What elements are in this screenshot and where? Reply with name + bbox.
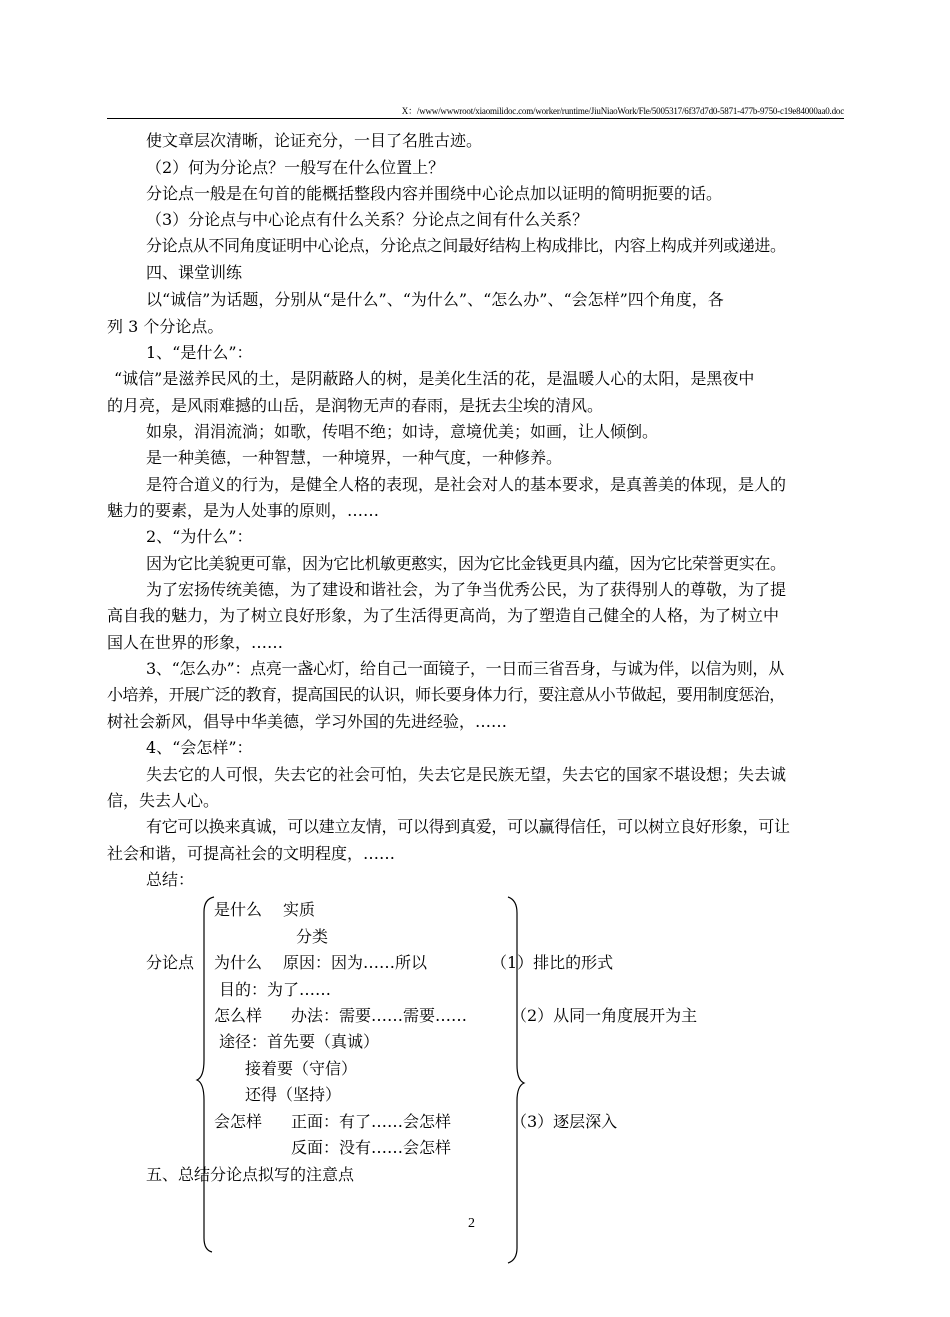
section-heading: 五、总结分论点拟写的注意点 xyxy=(146,1165,355,1184)
summary-why-reason: 原因：因为……所以 xyxy=(283,953,428,972)
sub-heading: 2、“为什么”： xyxy=(146,527,253,546)
text-line: 是一种美德，一种智慧，一种境界，一种气度，一种修养。 xyxy=(146,448,563,467)
section-heading: 四、课堂训练 xyxy=(146,263,243,282)
text-line: 如泉，涓涓流淌；如歌，传唱不绝；如诗，意境优美；如画，让人倾倒。 xyxy=(146,422,659,441)
summary-how: 怎么样 xyxy=(214,1006,263,1025)
summary-what: 是什么 xyxy=(214,900,263,919)
summary-result: 会怎样 xyxy=(214,1112,263,1131)
summary-why: 为什么 xyxy=(214,953,263,972)
summary-note-2: （2）从同一角度展开为主 xyxy=(511,1006,698,1025)
left-brace xyxy=(197,897,214,1252)
text-line: 是符合道义的行为，是健全人格的表现，是社会对人的基本要求，是真善美的体现，是人的 xyxy=(146,475,787,494)
page-number: 2 xyxy=(468,1216,475,1231)
summary-result-negative: 反面：没有……会怎样 xyxy=(291,1138,452,1157)
text-line: 为了宏扬传统美德，为了建设和谐社会，为了争当优秀公民，为了获得别人的尊敬，为了提 xyxy=(146,580,787,599)
text-line: 因为它比美貌更可靠，因为它比机敏更憨实，因为它比金钱更具内蕴，因为它比荣誉更实在。 xyxy=(146,554,786,573)
summary-what-essence: 实质 xyxy=(283,900,316,919)
text-line: 有它可以换来真诚，可以建立友情，可以得到真爱，可以赢得信任，可以树立良好形象，可让 xyxy=(146,817,790,836)
sub-heading: 4、“会怎样”： xyxy=(146,738,253,757)
summary-root: 分论点 xyxy=(146,953,195,972)
text-line: 的月亮，是风雨难撼的山岳，是润物无声的春雨，是抚去尘埃的清风。 xyxy=(107,396,604,415)
summary-how-path: 途径：首先要（真诚） xyxy=(219,1032,380,1051)
summary-what-class: 分类 xyxy=(296,927,329,946)
text-line: 魅力的要素，是为人处事的原则，…… xyxy=(107,501,380,520)
header-path: X：/www/wwwroot/xiaomilidoc.com/worker/runtime/JiuNiaoWork/Fle/5005317/6f37d7d0-5871-477b-9750-c19e84000aa0.doc xyxy=(401,106,844,116)
text-line: 高自我的魅力，为了树立良好形象，为了生活得更高尚，为了塑造自己健全的人格，为了树立中 xyxy=(107,606,780,625)
text-line: 列 3 个分论点。 xyxy=(107,317,224,336)
summary-label: 总结： xyxy=(146,870,195,889)
text-line: 国人在世界的形象，…… xyxy=(107,633,284,652)
summary-how-method: 办法：需要……需要…… xyxy=(291,1006,468,1025)
text-line: 树社会新风，倡导中华美德，学习外国的先进经验，…… xyxy=(107,712,508,731)
text-line: 小培养，开展广泛的教育，提高国民的认识，师长要身体力行，要注意从小节做起，要用制度惩治， xyxy=(107,685,785,704)
text-line: 分论点从不同角度证明中心论点，分论点之间最好结构上构成排比，内容上构成并列或递进。 xyxy=(146,236,786,255)
summary-how-next: 接着要（守信） xyxy=(245,1059,358,1078)
text-line: 以“诚信”为话题，分别从“是什么”、“为什么”、“怎么办”、“会怎样”四个角度，各 xyxy=(146,290,724,309)
sub-heading: 1、“是什么”： xyxy=(146,343,253,362)
right-brace xyxy=(508,897,524,1263)
text-line: 3、“怎么办”：点亮一盏心灯，给自己一面镜子，一日而三省吾身，与诚为伴，以信为则，从 xyxy=(146,659,784,678)
summary-result-positive: 正面：有了……会怎样 xyxy=(291,1112,452,1131)
text-line: （2）何为分论点？一般写在什么位置上？ xyxy=(146,158,445,177)
text-line: 失去它的人可恨，失去它的社会可怕，失去它是民族无望，失去它的国家不堪设想；失去诚 xyxy=(146,765,787,784)
text-line: 信，失去人心。 xyxy=(107,791,220,810)
text-line: 使文章层次清晰，论证充分，一目了名胜古迹。 xyxy=(146,131,483,150)
text-line: “诚信”是滋养民风的土，是阴蔽路人的树，是美化生活的花，是温暖人心的太阳，是黑夜中 xyxy=(114,369,755,388)
summary-how-also: 还得（坚持） xyxy=(245,1085,342,1104)
summary-note-3: （3）逐层深入 xyxy=(511,1112,618,1131)
text-line: 社会和谐，可提高社会的文明程度，…… xyxy=(107,844,396,863)
text-line: 分论点一般是在句首的能概括整段内容并围绕中心论点加以证明的简明扼要的话。 xyxy=(146,184,723,203)
summary-note-1: （1）排比的形式 xyxy=(491,953,614,972)
summary-why-purpose: 目的：为了…… xyxy=(219,980,332,999)
text-line: （3）分论点与中心论点有什么关系？分论点之间有什么关系？ xyxy=(146,210,589,229)
